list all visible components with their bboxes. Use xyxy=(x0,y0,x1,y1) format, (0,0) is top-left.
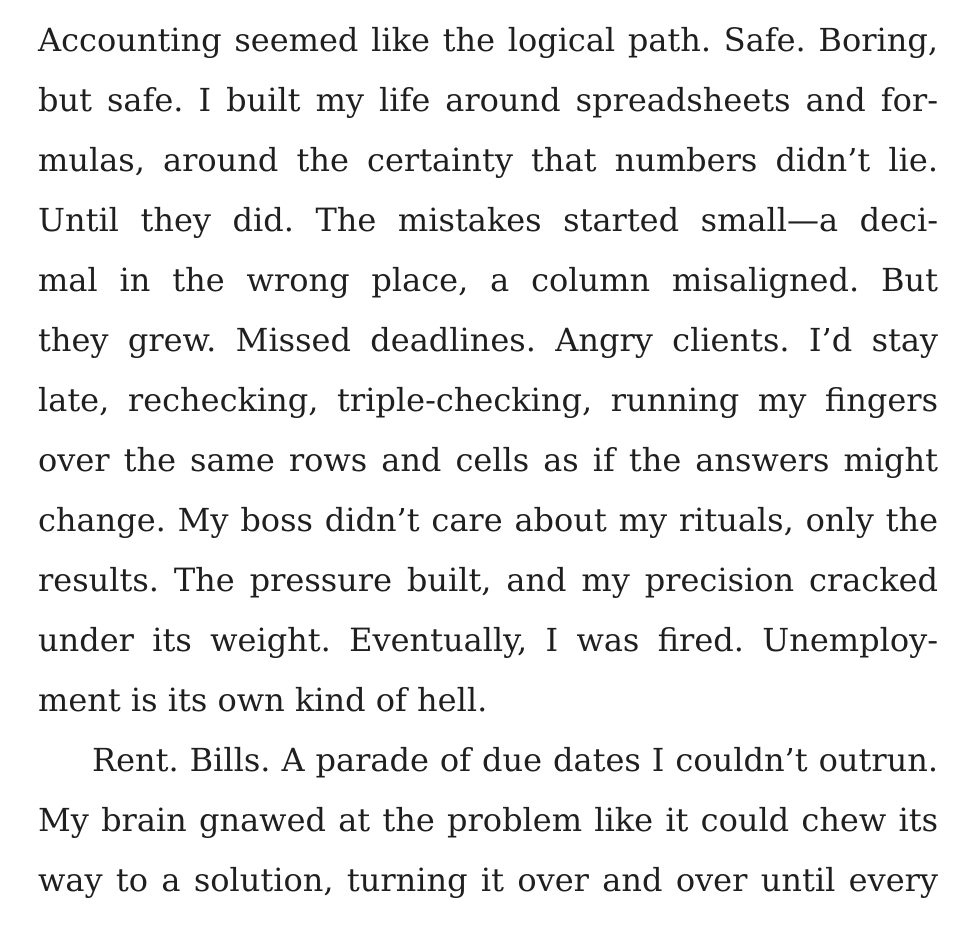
text-line: mulas, around the certainty that numbers didn’t lie. xyxy=(38,141,938,179)
text-line: Accounting seemed like the logical path. Safe. Boring, xyxy=(38,21,938,59)
text-line: way to a solution, turning it over and over until every xyxy=(38,861,938,899)
text-line: over the same rows and cells as if the answers might xyxy=(38,441,938,479)
text-line: My brain gnawed at the problem like it could chew its xyxy=(38,801,938,839)
text-line: mal in the wrong place, a column misaligned. But xyxy=(38,261,938,299)
text-line: Until they did. The mistakes started small—a deci- xyxy=(38,201,938,239)
text-line: but safe. I built my life around spreadsheets and for- xyxy=(38,81,938,119)
text-line: they grew. Missed deadlines. Angry clients. I’d stay xyxy=(38,321,938,359)
text-line: late, rechecking, triple-checking, running my fingers xyxy=(38,381,938,419)
book-page xyxy=(38,10,938,910)
text-line: under its weight. Eventually, I was fired. Unemploy- xyxy=(38,621,938,659)
text-line: change. My boss didn’t care about my rituals, only the xyxy=(38,501,938,539)
text-line: Rent. Bills. A parade of due dates I couldn’t outrun. xyxy=(92,741,938,779)
paragraph xyxy=(38,10,938,730)
text-line: results. The pressure built, and my precision cracked xyxy=(38,561,938,599)
paragraph xyxy=(38,730,938,910)
text-line: ment is its own kind of hell. xyxy=(38,681,488,719)
